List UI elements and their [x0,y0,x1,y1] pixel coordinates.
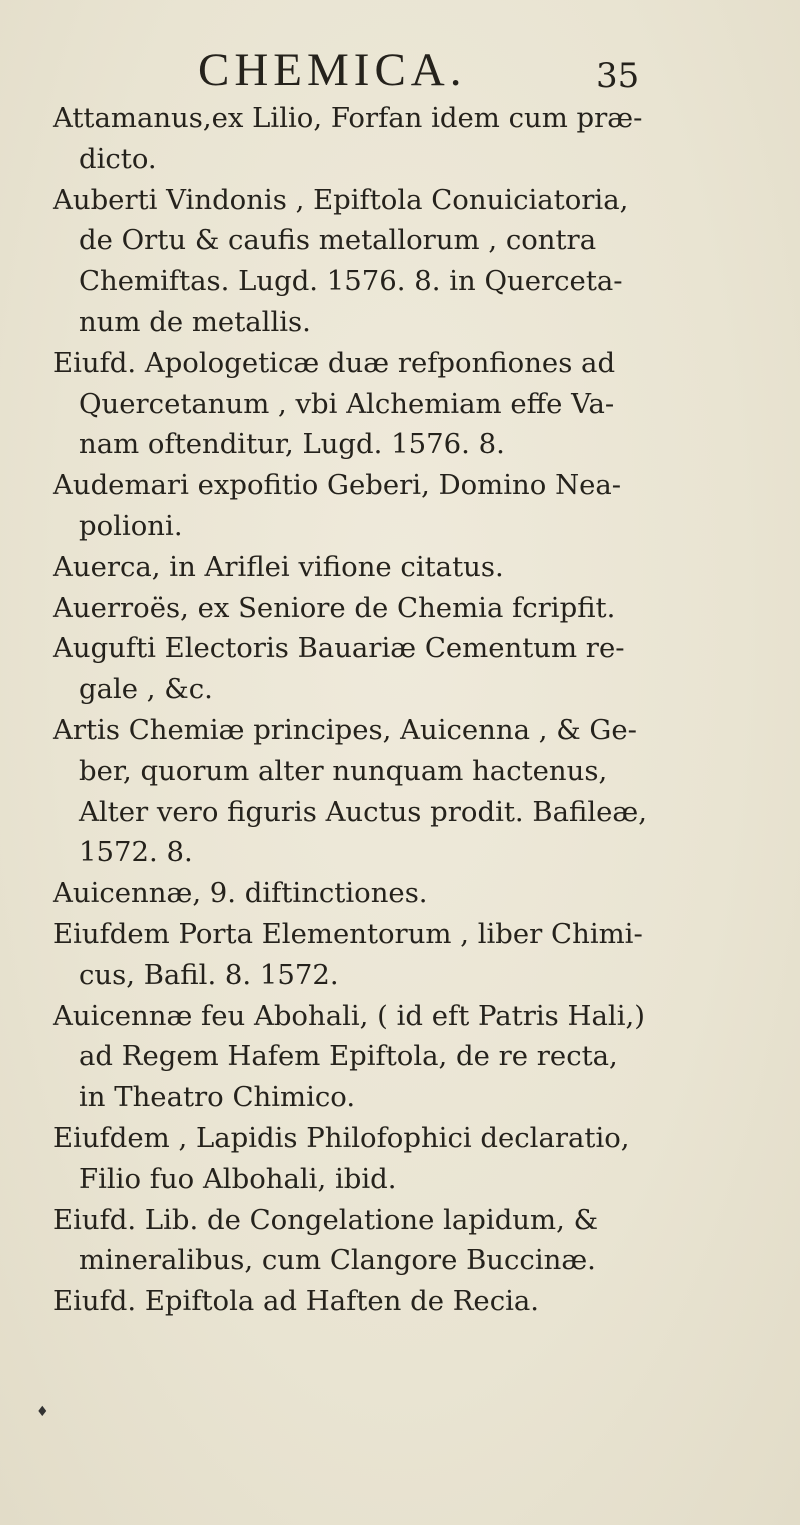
entry-line: Quercetanum , vbi Alchemiam effe Va- [79,387,615,420]
bibliography-entry [0,547,731,588]
entry-line: Auerroës, ex Seniore de Chemia fcripfit. [53,591,616,624]
bibliography-entry [0,710,731,873]
entry-line: Eiufd. Epiftola ad Haften de Recia. [53,1285,540,1318]
entry-line: Chemiftas. Lugd. 1576. 8. in Querceta- [79,265,623,298]
entry-line: Auicennæ feu Abohali, ( id eft Patris Hali,) [53,999,645,1032]
bibliography-entry [0,873,731,914]
entry-line: Audemari expofitio Geberi, Domino Nea- [53,469,622,502]
entry-line: gale , &c. [79,673,213,706]
entry-line: polioni. [79,509,183,542]
entry-line: ad Regem Hafem Epiftola, de re recta, [79,1040,618,1073]
entry-line: Artis Chemiæ principes, Auicenna , & Ge- [53,713,637,746]
entry-line: Eiufd. Lib. de Congelatione lapidum, & [53,1203,599,1236]
entry-line: Attamanus,ex Lilio, Forfan idem cum præ- [53,102,643,134]
entry-line: 1572. 8. [79,836,193,869]
page-number: 35 [596,56,640,96]
bibliography-entry [0,343,731,465]
printer-ornament-icon: ♦ [36,1404,49,1420]
entry-line: Auberti Vindonis , Epiftola Conuiciatoria, [53,183,629,216]
entry-line: Auicennæ, 9. diftinctiones. [53,877,428,910]
entry-line: Filio fuo Albohali, ibid. [79,1162,397,1195]
entry-line: Eiufd. Apologeticæ duæ refponfiones ad [53,346,616,379]
entry-line: dicto. [79,142,157,175]
entry-line: ber, quorum alter nunquam hactenus, [79,754,608,787]
bibliography-entry [0,1200,731,1282]
bibliography-entry [0,180,731,343]
entry-line: Alter vero figuris Auctus prodit. Bafileæ, [79,795,648,828]
entry-line: num de metallis. [79,305,311,338]
bibliography-entry [0,996,731,1118]
bibliography-list [0,98,800,1322]
entry-line: in Theatro Chimico. [79,1081,356,1114]
entry-line: Eiufdem , Lapidis Philofophici declaratio, [53,1121,630,1154]
bibliography-entry [0,628,731,710]
page-header [0,40,800,100]
entry-line: mineralibus, cum Clangore Buccinæ. [79,1244,596,1277]
bibliography-entry [0,1118,731,1200]
entry-line: cus, Bafil. 8. 1572. [79,958,339,991]
entry-line: nam oftenditur, Lugd. 1576. 8. [79,428,505,461]
entry-line: de Ortu & caufis metallorum , contra [79,224,597,257]
entry-line: Auerca, in Ariflei vifione citatus. [53,550,504,583]
bibliography-entry [0,98,731,180]
entry-line: Eiufdem Porta Elementorum , liber Chimi- [53,917,643,950]
bibliography-entry [0,588,731,629]
bibliography-entry [0,1281,731,1322]
entry-line: Augufti Electoris Bauariæ Cementum re- [53,632,625,665]
bibliography-entry [0,465,731,547]
bibliography-entry [0,914,731,996]
running-title: CHEMICA. [198,44,467,96]
